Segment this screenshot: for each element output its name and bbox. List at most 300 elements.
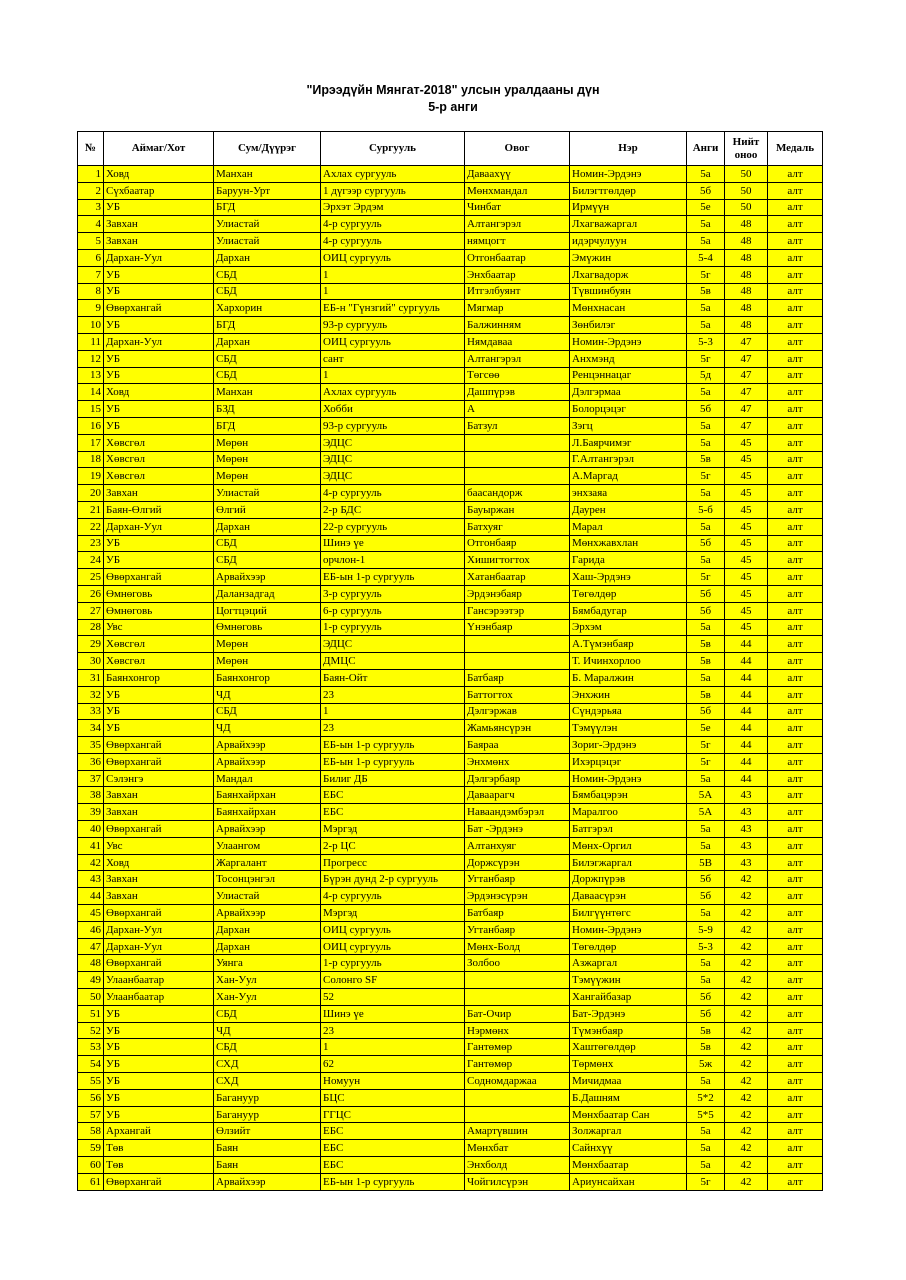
cell-grade: 5г — [687, 569, 725, 586]
cell-row-number: 42 — [78, 854, 104, 871]
cell-surname: А — [465, 401, 570, 418]
table-row — [78, 737, 823, 754]
cell-row-number: 8 — [78, 283, 104, 300]
cell-row-number: 32 — [78, 686, 104, 703]
table-row — [78, 989, 823, 1006]
cell-school: ЕБ-ын 1-р сургууль — [321, 1173, 465, 1190]
cell-total-score: 42 — [725, 921, 768, 938]
cell-medal: алт — [768, 737, 823, 754]
table-row — [78, 283, 823, 300]
cell-given-name: Даваасүрэн — [570, 888, 687, 905]
cell-district: Багануур — [214, 1106, 321, 1123]
table-row — [78, 1073, 823, 1090]
table-row — [78, 854, 823, 871]
cell-district: СБД — [214, 266, 321, 283]
table-row — [78, 602, 823, 619]
cell-grade: 5а — [687, 552, 725, 569]
cell-surname — [465, 468, 570, 485]
cell-grade: 5г — [687, 350, 725, 367]
table-row — [78, 233, 823, 250]
cell-district: Баянхонгор — [214, 669, 321, 686]
cell-given-name: Г.Алтангэрэл — [570, 451, 687, 468]
cell-surname: Батхуяг — [465, 518, 570, 535]
cell-total-score: 45 — [725, 501, 768, 518]
cell-district: СБД — [214, 703, 321, 720]
cell-province: Дархан-Уул — [104, 333, 214, 350]
cell-given-name: Марал — [570, 518, 687, 535]
cell-given-name: Сүндэрьяа — [570, 703, 687, 720]
cell-grade: 5а — [687, 955, 725, 972]
cell-province: Төв — [104, 1140, 214, 1157]
cell-given-name: Даурен — [570, 501, 687, 518]
cell-province: УБ — [104, 283, 214, 300]
cell-row-number: 1 — [78, 166, 104, 183]
cell-province: Завхан — [104, 787, 214, 804]
cell-total-score: 42 — [725, 871, 768, 888]
document-title: "Ирээдүйн Мянгат-2018" улсын уралдааны дүн — [306, 83, 600, 97]
cell-school: 23 — [321, 1022, 465, 1039]
cell-medal: алт — [768, 972, 823, 989]
cell-grade: 5в — [687, 1022, 725, 1039]
cell-school: ДМЦС — [321, 653, 465, 670]
cell-province: Өвөрхангай — [104, 737, 214, 754]
cell-surname: Алтангэрэл — [465, 350, 570, 367]
col-header-medal: Медаль — [768, 132, 823, 166]
cell-row-number: 23 — [78, 535, 104, 552]
cell-surname: Золбоо — [465, 955, 570, 972]
cell-district: Улиастай — [214, 216, 321, 233]
cell-grade: 5а — [687, 669, 725, 686]
cell-row-number: 13 — [78, 367, 104, 384]
cell-district: Арвайхээр — [214, 821, 321, 838]
cell-surname: нямцогт — [465, 233, 570, 250]
cell-school: 23 — [321, 686, 465, 703]
cell-total-score: 48 — [725, 249, 768, 266]
cell-medal: алт — [768, 821, 823, 838]
cell-grade: 5а — [687, 1073, 725, 1090]
cell-given-name: Сайнхүү — [570, 1140, 687, 1157]
cell-row-number: 54 — [78, 1056, 104, 1073]
cell-surname: Чинбат — [465, 199, 570, 216]
cell-medal: алт — [768, 938, 823, 955]
cell-given-name: Батгэрэл — [570, 821, 687, 838]
cell-medal: алт — [768, 787, 823, 804]
cell-surname: Амартүвшин — [465, 1123, 570, 1140]
cell-given-name: Доржпүрэв — [570, 871, 687, 888]
table-body — [78, 166, 823, 1191]
cell-medal: алт — [768, 166, 823, 183]
cell-row-number: 25 — [78, 569, 104, 586]
cell-given-name: Бямбадугар — [570, 602, 687, 619]
document-subtitle: 5-р анги — [428, 100, 478, 114]
cell-district: Арвайхээр — [214, 737, 321, 754]
cell-surname — [465, 653, 570, 670]
table-row — [78, 1157, 823, 1174]
table-row — [78, 249, 823, 266]
cell-grade: 5-4 — [687, 249, 725, 266]
table-row — [78, 1173, 823, 1190]
table-row — [78, 770, 823, 787]
cell-province: УБ — [104, 535, 214, 552]
cell-surname: Балжинням — [465, 317, 570, 334]
cell-school: ЕБС — [321, 1123, 465, 1140]
cell-province: Дархан-Уул — [104, 249, 214, 266]
table-row — [78, 837, 823, 854]
cell-surname — [465, 1106, 570, 1123]
cell-total-score: 44 — [725, 653, 768, 670]
cell-medal: алт — [768, 921, 823, 938]
cell-medal: алт — [768, 367, 823, 384]
cell-medal: алт — [768, 401, 823, 418]
table-row — [78, 921, 823, 938]
cell-district: Уянга — [214, 955, 321, 972]
cell-row-number: 43 — [78, 871, 104, 888]
cell-grade: 5б — [687, 602, 725, 619]
cell-district: Даланзадгад — [214, 585, 321, 602]
cell-medal: алт — [768, 552, 823, 569]
cell-surname: Энхмөнх — [465, 753, 570, 770]
cell-district: ЧД — [214, 686, 321, 703]
cell-province: Өвөрхангай — [104, 300, 214, 317]
cell-total-score: 43 — [725, 804, 768, 821]
cell-row-number: 58 — [78, 1123, 104, 1140]
cell-school: 3-р сургууль — [321, 585, 465, 602]
cell-medal: алт — [768, 1089, 823, 1106]
cell-total-score: 44 — [725, 720, 768, 737]
cell-given-name: Ренцэннацаг — [570, 367, 687, 384]
cell-surname: Бауыржан — [465, 501, 570, 518]
cell-school: ЕБС — [321, 1157, 465, 1174]
cell-medal: алт — [768, 384, 823, 401]
cell-given-name: Төрмөнх — [570, 1056, 687, 1073]
cell-school: ОИЦ сургууль — [321, 921, 465, 938]
cell-medal: алт — [768, 266, 823, 283]
cell-district: СХД — [214, 1073, 321, 1090]
table-row — [78, 753, 823, 770]
cell-medal: алт — [768, 770, 823, 787]
cell-given-name: Билэгтгөлдөр — [570, 182, 687, 199]
cell-surname: Дашпүрэв — [465, 384, 570, 401]
table-row — [78, 871, 823, 888]
cell-grade: 5а — [687, 770, 725, 787]
cell-province: УБ — [104, 401, 214, 418]
cell-medal: алт — [768, 434, 823, 451]
cell-school: ЭДЦС — [321, 468, 465, 485]
cell-given-name: Түвшинбуян — [570, 283, 687, 300]
cell-given-name: Гарида — [570, 552, 687, 569]
col-header-grade: Анги — [687, 132, 725, 166]
cell-surname: Алтанхуяг — [465, 837, 570, 854]
cell-school: ЭДЦС — [321, 636, 465, 653]
cell-medal: алт — [768, 1005, 823, 1022]
cell-medal: алт — [768, 1123, 823, 1140]
cell-grade: 5*5 — [687, 1106, 725, 1123]
cell-medal: алт — [768, 535, 823, 552]
cell-district: СБД — [214, 1039, 321, 1056]
col-header-district: Сум/Дүүрэг — [214, 132, 321, 166]
cell-district: Дархан — [214, 938, 321, 955]
cell-school: Шинэ үе — [321, 1005, 465, 1022]
cell-grade: 5г — [687, 1173, 725, 1190]
cell-district: Мөрөн — [214, 653, 321, 670]
cell-district: Баян — [214, 1140, 321, 1157]
cell-surname: Наваандэмбэрэл — [465, 804, 570, 821]
cell-province: Улаанбаатар — [104, 989, 214, 1006]
cell-school: 22-р сургууль — [321, 518, 465, 535]
cell-surname: Мөнхбат — [465, 1140, 570, 1157]
cell-school: БЦС — [321, 1089, 465, 1106]
cell-medal: алт — [768, 1106, 823, 1123]
cell-district: Баян — [214, 1157, 321, 1174]
cell-given-name: Т. Ичинхорлоо — [570, 653, 687, 670]
table-row — [78, 821, 823, 838]
cell-total-score: 45 — [725, 585, 768, 602]
cell-province: УБ — [104, 1089, 214, 1106]
cell-district: Арвайхээр — [214, 569, 321, 586]
cell-total-score: 48 — [725, 266, 768, 283]
cell-row-number: 35 — [78, 737, 104, 754]
cell-medal: алт — [768, 619, 823, 636]
cell-total-score: 42 — [725, 989, 768, 1006]
cell-district: Мөрөн — [214, 434, 321, 451]
cell-surname: Даваахүү — [465, 166, 570, 183]
cell-surname: Гантөмөр — [465, 1056, 570, 1073]
cell-district: Өмнөговь — [214, 619, 321, 636]
cell-grade: 5В — [687, 854, 725, 871]
cell-district: Дархан — [214, 333, 321, 350]
cell-total-score: 44 — [725, 737, 768, 754]
cell-total-score: 42 — [725, 1039, 768, 1056]
cell-district: Өлзийт — [214, 1123, 321, 1140]
cell-row-number: 29 — [78, 636, 104, 653]
cell-medal: алт — [768, 182, 823, 199]
cell-total-score: 47 — [725, 367, 768, 384]
cell-school: ЕБ-ын 1-р сургууль — [321, 737, 465, 754]
table-row — [78, 669, 823, 686]
cell-province: УБ — [104, 1073, 214, 1090]
cell-row-number: 60 — [78, 1157, 104, 1174]
cell-province: Увс — [104, 837, 214, 854]
cell-given-name: Бат-Эрдэнэ — [570, 1005, 687, 1022]
cell-row-number: 39 — [78, 804, 104, 821]
cell-district: БГД — [214, 199, 321, 216]
cell-given-name: Хангайбазар — [570, 989, 687, 1006]
cell-grade: 5а — [687, 837, 725, 854]
cell-total-score: 42 — [725, 938, 768, 955]
cell-district: СБД — [214, 367, 321, 384]
cell-given-name: Ариунсайхан — [570, 1173, 687, 1190]
cell-row-number: 7 — [78, 266, 104, 283]
cell-given-name: Зөнбилэг — [570, 317, 687, 334]
cell-district: Мандал — [214, 770, 321, 787]
cell-given-name: Золжаргал — [570, 1123, 687, 1140]
cell-school: 1 — [321, 703, 465, 720]
cell-district: Жаргалант — [214, 854, 321, 871]
cell-school: Мэргэд — [321, 905, 465, 922]
cell-province: УБ — [104, 1056, 214, 1073]
cell-grade: 5а — [687, 905, 725, 922]
cell-row-number: 14 — [78, 384, 104, 401]
table-row — [78, 905, 823, 922]
cell-total-score: 42 — [725, 1123, 768, 1140]
table-row — [78, 199, 823, 216]
cell-row-number: 22 — [78, 518, 104, 535]
cell-row-number: 31 — [78, 669, 104, 686]
cell-district: Мөрөн — [214, 468, 321, 485]
cell-district: Цогтцэций — [214, 602, 321, 619]
cell-grade: 5б — [687, 888, 725, 905]
cell-district: Дархан — [214, 249, 321, 266]
cell-school: ОИЦ сургууль — [321, 249, 465, 266]
cell-given-name: А.Түмэнбаяр — [570, 636, 687, 653]
cell-province: Дархан-Уул — [104, 518, 214, 535]
cell-district: БГД — [214, 317, 321, 334]
cell-row-number: 49 — [78, 972, 104, 989]
cell-district: Улиастай — [214, 233, 321, 250]
cell-school: Ахлах сургууль — [321, 166, 465, 183]
cell-given-name: Мөнх-Оргил — [570, 837, 687, 854]
cell-row-number: 10 — [78, 317, 104, 334]
cell-surname: Даваарагч — [465, 787, 570, 804]
table-row — [78, 955, 823, 972]
cell-school: Хобби — [321, 401, 465, 418]
cell-total-score: 43 — [725, 854, 768, 871]
cell-total-score: 44 — [725, 669, 768, 686]
cell-given-name: Мөнхжавхлан — [570, 535, 687, 552]
cell-row-number: 3 — [78, 199, 104, 216]
cell-given-name: Номин-Эрдэнэ — [570, 770, 687, 787]
cell-surname: Угтанбаяр — [465, 871, 570, 888]
cell-district: Манхан — [214, 384, 321, 401]
cell-surname: Доржсүрэн — [465, 854, 570, 871]
cell-province: УБ — [104, 266, 214, 283]
cell-district: СБД — [214, 535, 321, 552]
cell-row-number: 18 — [78, 451, 104, 468]
cell-medal: алт — [768, 333, 823, 350]
cell-school: орчлон-1 — [321, 552, 465, 569]
cell-district: ЧД — [214, 720, 321, 737]
table-row — [78, 569, 823, 586]
table-row — [78, 804, 823, 821]
cell-province: Завхан — [104, 485, 214, 502]
cell-given-name: Бямбацэрэн — [570, 787, 687, 804]
cell-province: УБ — [104, 1039, 214, 1056]
cell-total-score: 47 — [725, 401, 768, 418]
cell-row-number: 21 — [78, 501, 104, 518]
cell-province: Дархан-Уул — [104, 921, 214, 938]
cell-total-score: 45 — [725, 535, 768, 552]
cell-school: Прогресс — [321, 854, 465, 871]
cell-given-name: Дэлгэрмаа — [570, 384, 687, 401]
cell-total-score: 42 — [725, 1089, 768, 1106]
cell-school: Солонго SF — [321, 972, 465, 989]
cell-given-name: Энхжин — [570, 686, 687, 703]
cell-school: Мэргэд — [321, 821, 465, 838]
cell-surname: Дэлгэржав — [465, 703, 570, 720]
col-header-province: Аймаг/Хот — [104, 132, 214, 166]
cell-surname: Гантөмөр — [465, 1039, 570, 1056]
cell-total-score: 45 — [725, 468, 768, 485]
cell-district: Мөрөн — [214, 451, 321, 468]
cell-province: Өмнөговь — [104, 602, 214, 619]
cell-medal: алт — [768, 1157, 823, 1174]
cell-total-score: 44 — [725, 753, 768, 770]
cell-row-number: 46 — [78, 921, 104, 938]
cell-grade: 5а — [687, 485, 725, 502]
cell-medal: алт — [768, 720, 823, 737]
cell-medal: алт — [768, 501, 823, 518]
cell-school: ГГЦС — [321, 1106, 465, 1123]
cell-medal: алт — [768, 989, 823, 1006]
table-row — [78, 686, 823, 703]
cell-given-name: Болорцэцэг — [570, 401, 687, 418]
cell-total-score: 45 — [725, 602, 768, 619]
cell-given-name: Б. Маралжин — [570, 669, 687, 686]
cell-total-score: 43 — [725, 787, 768, 804]
cell-surname: Хатанбаатар — [465, 569, 570, 586]
cell-grade: 5е — [687, 199, 725, 216]
cell-grade: 5е — [687, 720, 725, 737]
cell-district: Дархан — [214, 921, 321, 938]
cell-district: СБД — [214, 1005, 321, 1022]
cell-school: 1 — [321, 283, 465, 300]
cell-district: Манхан — [214, 166, 321, 183]
cell-medal: алт — [768, 1056, 823, 1073]
table-row — [78, 300, 823, 317]
cell-surname: Угтанбаяр — [465, 921, 570, 938]
cell-medal: алт — [768, 518, 823, 535]
cell-grade: 5в — [687, 1039, 725, 1056]
cell-surname — [465, 434, 570, 451]
cell-province: Хөвсгөл — [104, 434, 214, 451]
cell-total-score: 42 — [725, 1173, 768, 1190]
cell-surname: Батбаяр — [465, 905, 570, 922]
cell-given-name: Б.Дашням — [570, 1089, 687, 1106]
cell-surname: Энхболд — [465, 1157, 570, 1174]
cell-row-number: 47 — [78, 938, 104, 955]
cell-school: 4-р сургууль — [321, 216, 465, 233]
cell-district: СБД — [214, 350, 321, 367]
cell-grade: 5-3 — [687, 938, 725, 955]
cell-row-number: 51 — [78, 1005, 104, 1022]
cell-province: Завхан — [104, 888, 214, 905]
cell-province: Завхан — [104, 804, 214, 821]
col-header-number: № — [78, 132, 104, 166]
cell-province: Завхан — [104, 216, 214, 233]
cell-row-number: 16 — [78, 417, 104, 434]
table-row — [78, 501, 823, 518]
cell-grade: 5а — [687, 518, 725, 535]
cell-total-score: 42 — [725, 1157, 768, 1174]
cell-total-score: 45 — [725, 451, 768, 468]
cell-grade: 5-б — [687, 501, 725, 518]
cell-row-number: 24 — [78, 552, 104, 569]
cell-grade: 5а — [687, 821, 725, 838]
table-row — [78, 518, 823, 535]
cell-total-score: 43 — [725, 821, 768, 838]
cell-district: ЧД — [214, 1022, 321, 1039]
cell-medal: алт — [768, 468, 823, 485]
cell-surname: Чойгилсүрэн — [465, 1173, 570, 1190]
cell-grade: 5б — [687, 535, 725, 552]
cell-total-score: 42 — [725, 1106, 768, 1123]
cell-total-score: 42 — [725, 955, 768, 972]
cell-row-number: 6 — [78, 249, 104, 266]
cell-medal: алт — [768, 753, 823, 770]
cell-medal: алт — [768, 1073, 823, 1090]
cell-province: Ховд — [104, 166, 214, 183]
cell-school: 1 — [321, 367, 465, 384]
